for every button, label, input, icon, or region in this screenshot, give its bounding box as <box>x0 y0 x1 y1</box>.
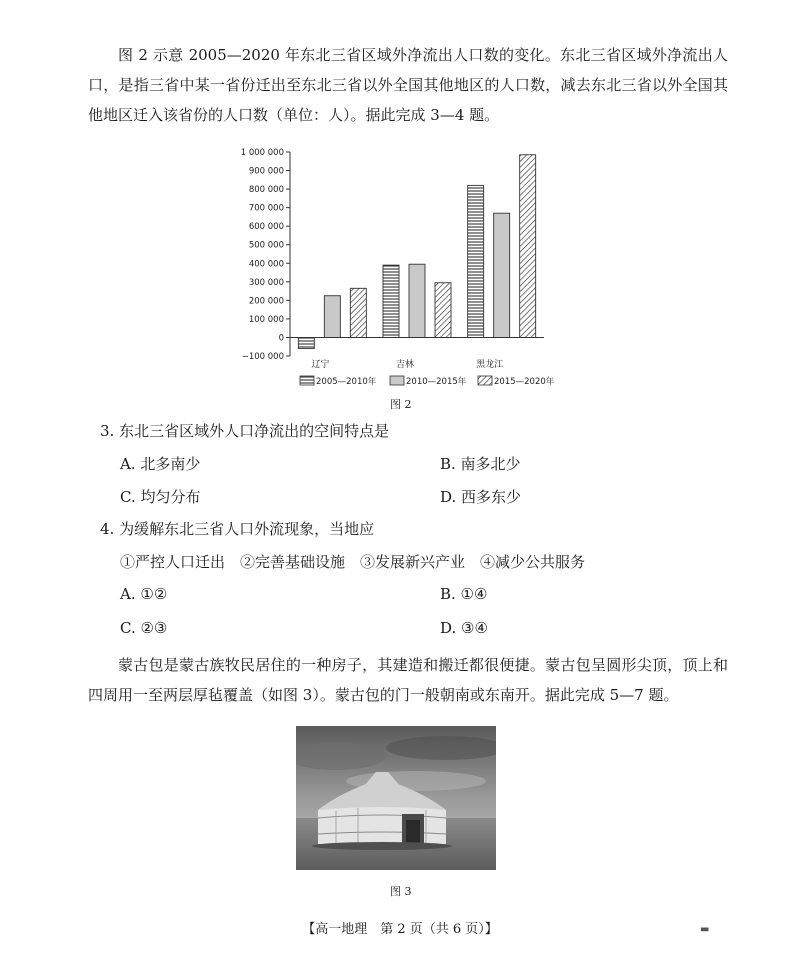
bar-3-1 <box>468 185 484 337</box>
y-tick-label: 0 <box>278 333 284 344</box>
y-tick-label: 200 000 <box>248 296 284 307</box>
legend-label: 2010—2015年 <box>406 377 467 387</box>
bar-2-3 <box>435 283 451 338</box>
y-tick-label: 1 000 000 <box>240 148 284 158</box>
bar-2-1 <box>383 265 399 337</box>
figure-2-caption: 图 2 <box>390 398 412 411</box>
bar-3-3 <box>520 155 536 338</box>
bar-3-2 <box>494 213 510 337</box>
q3-option-c: C. 均匀分布 <box>120 488 201 506</box>
q3-option-a: A. 北多南少 <box>120 455 201 473</box>
y-tick-label: 500 000 <box>248 240 284 251</box>
y-tick-label: 900 000 <box>248 166 284 177</box>
legend-label: 2015—2020年 <box>494 377 555 387</box>
y-tick-label: 400 000 <box>248 259 284 270</box>
bar-1-3 <box>350 288 366 337</box>
legend-swatch <box>390 376 404 385</box>
yurt-photo <box>296 726 496 870</box>
legend-label: 2005—2010年 <box>316 377 377 387</box>
yurt-paragraph: 蒙古包是蒙古族牧民居住的一种房子，其建造和搬迁都很便捷。蒙古包呈圆形尖顶，顶上和四周用一至两层厚毡覆盖（如图 3）。蒙古包的门一般朝南或东南开。据此完成 5—7 题。 <box>88 656 728 704</box>
page-footer: 【高一地理 第 2 页（共 6 页）】 <box>302 922 498 937</box>
y-tick-label: 700 000 <box>248 203 284 214</box>
question-3-stem: 3. 东北三省区域外人口净流出的空间特点是 <box>100 422 390 440</box>
y-tick-label: 300 000 <box>248 277 284 288</box>
y-tick-label: −100 000 <box>241 352 284 362</box>
corner-mark: ▬ <box>700 924 710 935</box>
y-tick-label: 600 000 <box>248 222 284 233</box>
bar-1-2 <box>324 296 340 338</box>
category-label: 黑龙江 <box>476 360 504 370</box>
legend-swatch <box>300 376 314 385</box>
q3-option-b: B. 南多北少 <box>440 455 521 473</box>
migration-bar-chart <box>228 142 568 387</box>
q4-option-c: C. ②③ <box>120 619 168 637</box>
intro-paragraph: 图 2 示意 2005—2020 年东北三省区域外净流出人口数的变化。东北三省区域外净流出人口，是指三省中某一省份迁出至东北三省以外全国其他地区的人口数，减去东北三省以外全国其他地区迁入该省份的人口数（单位：人）。据此完成 3—4 题。 <box>88 46 728 124</box>
category-label: 吉林 <box>395 360 415 370</box>
bar-2-2 <box>409 264 425 337</box>
y-tick-label: 800 000 <box>248 185 284 196</box>
figure-3-caption: 图 3 <box>390 885 412 898</box>
q3-option-d: D. 西多东少 <box>440 488 522 506</box>
y-tick-label: 100 000 <box>248 314 284 325</box>
q4-option-b: B. ①④ <box>440 585 488 603</box>
q4-option-d: D. ③④ <box>440 619 488 637</box>
legend-swatch <box>478 376 492 385</box>
q4-statements: ①严控人口迁出 ②完善基础设施 ③发展新兴产业 ④减少公共服务 <box>120 553 586 571</box>
question-4-stem: 4. 为缓解东北三省人口外流现象，当地应 <box>100 520 375 538</box>
bar-1-1 <box>298 337 314 348</box>
category-label: 辽宁 <box>311 360 330 370</box>
q4-option-a: A. ①② <box>120 585 168 603</box>
